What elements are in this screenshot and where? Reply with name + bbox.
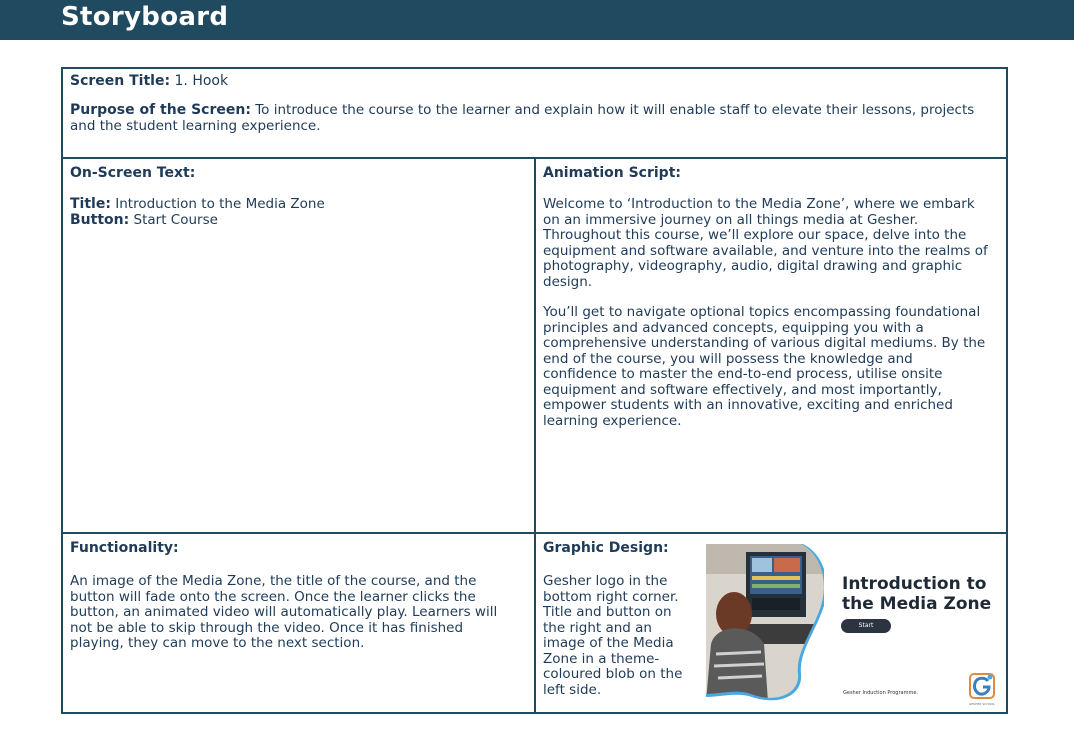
animation-paragraph-1: Welcome to ‘Introduction to the Media Zone’, where we embark on an immersive journey on all things media at Gesher. Throughout this course, we’ll explore our space, delve into the equipment and software available, and venture into the realms of photography, videography, audio, digital drawing and graphic design. (543, 196, 988, 290)
purpose-line (70, 102, 1000, 134)
preview-course-title: Introduction to the Media Zone (842, 574, 992, 614)
media-zone-photo (706, 544, 824, 702)
functionality-text: An image of the Media Zone, the title of the course, and the button will fade onto the screen. Once the learner clicks the button, an animated video will automatically play. Learners will not be able to skip through the video. Once it has finished playing, they can move to the next section. (70, 573, 498, 651)
preview-footer-text: Gesher Induction Programme. (843, 690, 918, 696)
gesher-logo-icon (968, 672, 996, 702)
ost-button-label: Button: (70, 211, 130, 228)
on-screen-text-cell (63, 159, 536, 534)
ost-title-value: Introduction to the Media Zone (115, 196, 325, 212)
design-preview (706, 544, 998, 706)
graphic-design-text: Gesher logo in the bottom right corner. Title and button on the right and an image of the Media Zone in a theme-coloured blob on the left side. (543, 573, 683, 698)
preview-start-button: Start (841, 619, 891, 633)
ost-button-line (70, 213, 520, 229)
graphic-design-cell (536, 534, 1006, 712)
screen-title-value: 1. Hook (174, 73, 229, 89)
page-title: Storyboard (61, 2, 229, 32)
purpose-label: Purpose of the Screen: (70, 102, 251, 118)
screen-title-line (70, 73, 228, 89)
on-screen-text-body (70, 197, 520, 228)
screen-info-row (63, 69, 1006, 159)
on-screen-text-heading: On-Screen Text: (70, 165, 196, 181)
gesher-logo-text: GESHER SCHOOL (969, 702, 995, 706)
animation-script-cell (536, 159, 1006, 534)
storyboard-table (61, 67, 1008, 714)
screen-title-label: Screen Title: (70, 73, 171, 89)
ost-button-value: Start Course (133, 211, 218, 228)
ost-title-label: Title: (70, 196, 111, 212)
animation-script-heading: Animation Script: (543, 165, 681, 181)
animation-script-body (543, 197, 988, 444)
animation-paragraph-2: You’ll get to navigate optional topics encompassing foundational principles and advanced concepts, equipping you with a comprehensive understanding of various digital mediums. By the end of the course, you will possess the knowledge and confidence to master the end-to-end process, utilise onsite equipment and software effectively, and most importantly, empower students with an innovative, exciting and enriched learning experience. (543, 304, 986, 429)
ost-title-line (70, 197, 520, 213)
graphic-design-heading: Graphic Design: (543, 540, 669, 556)
functionality-heading: Functionality: (70, 540, 179, 556)
functionality-cell (63, 534, 536, 712)
page-header (0, 0, 1074, 40)
purpose-value: To introduce the course to the learner and explain how it will enable staff to elevate their lessons, projects and the student learning experience. (70, 102, 975, 134)
